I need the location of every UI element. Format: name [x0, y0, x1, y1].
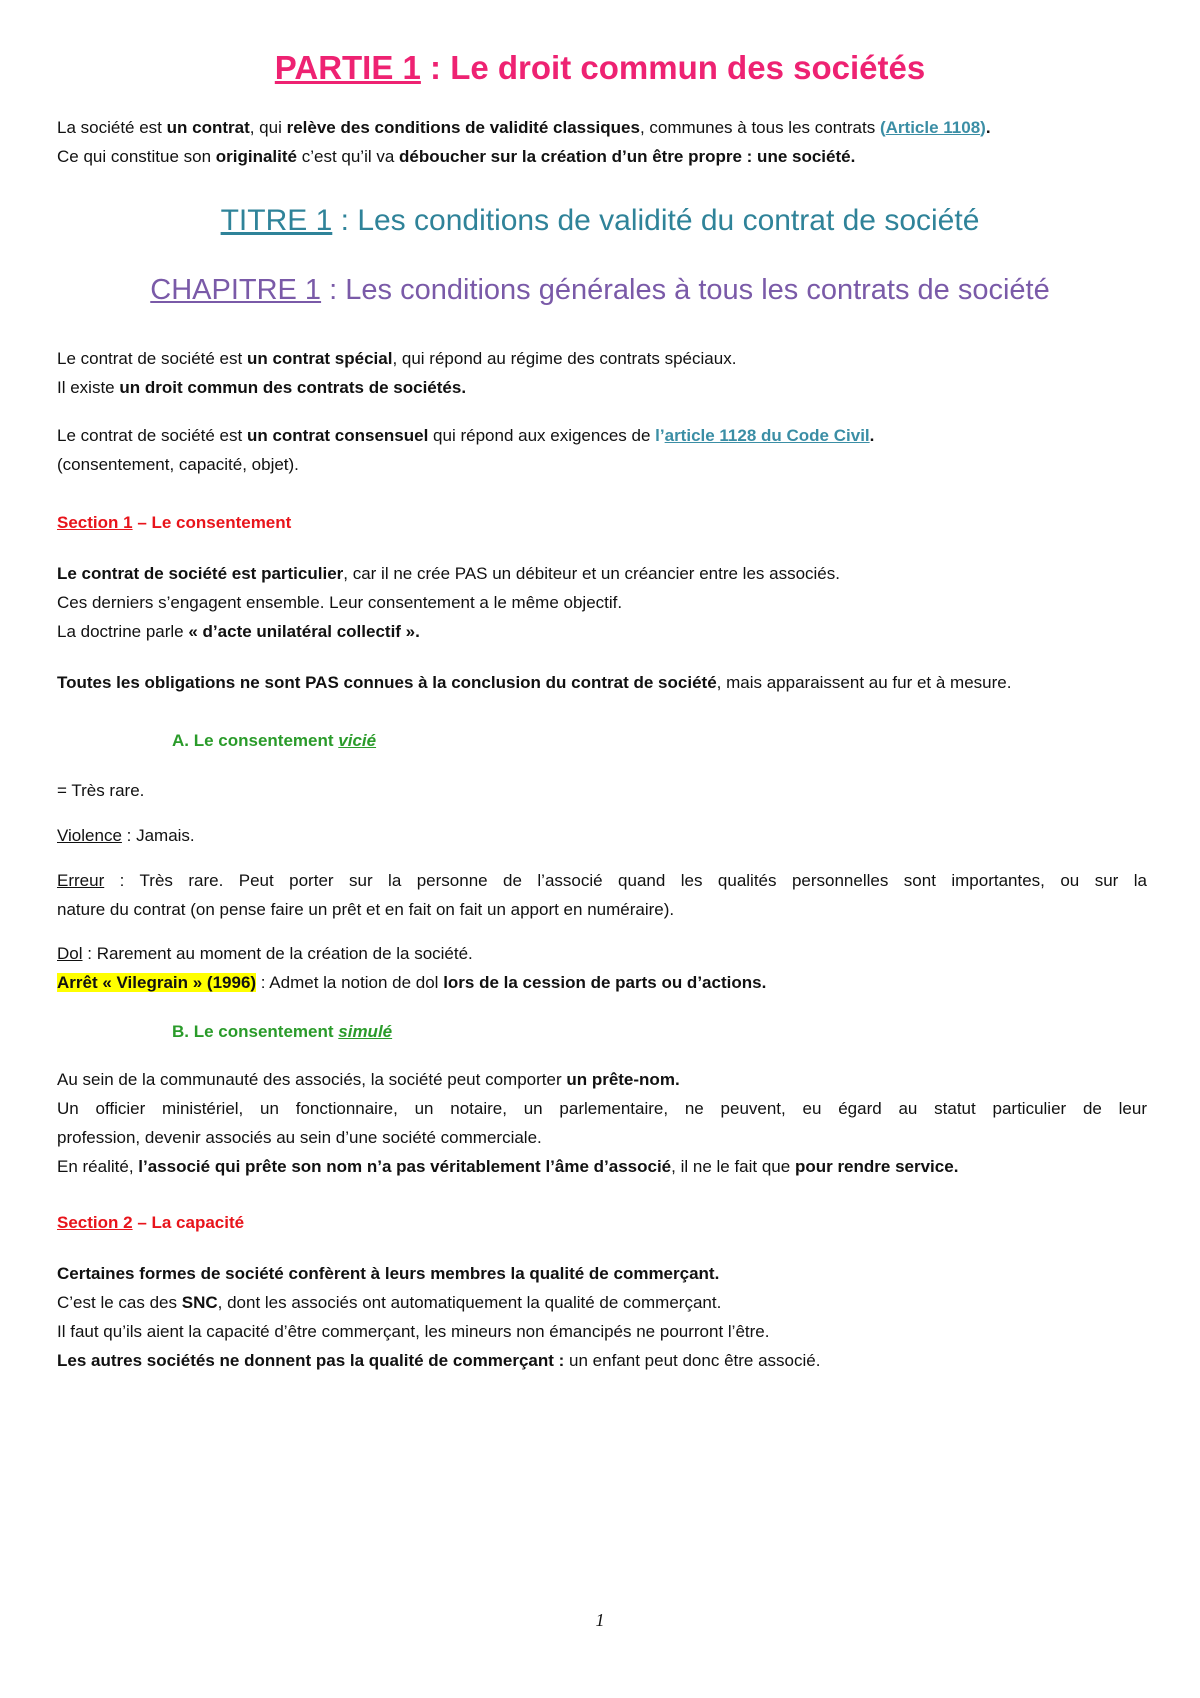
- b-line-2: Un officier ministériel, un fonctionnaire, un notaire, un parlementaire, ne peuvent, eu égard au statut particulier de leur: [57, 1099, 1147, 1118]
- titre-label: TITRE 1: [220, 204, 333, 237]
- section-1-heading: Section 1 – Le consentement: [57, 513, 292, 532]
- s1-line-2: Ces derniers s’engagent ensemble. Leur consentement a le même objectif.: [57, 593, 623, 612]
- erreur-line-2: nature du contrat (on pense faire un prêt et en fait on fait un apport en numéraire).: [57, 900, 675, 919]
- section-2-heading: Section 2 – La capacité: [57, 1213, 245, 1232]
- erreur-line-1: Erreur : Très rare. Peut porter sur la personne de l’associé quand les qualités personnelles sont importantes, ou sur la: [57, 871, 1147, 890]
- titre-heading: TITRE 1 : Les conditions de validité du contrat de société: [220, 204, 980, 237]
- s2-line-1: Certaines formes de société confèrent à leurs membres la qualité de commerçant.: [57, 1264, 720, 1283]
- chapitre-heading: CHAPITRE 1 : Les conditions générales à tous les contrats de société: [150, 274, 1050, 306]
- s2-line-2: C’est le cas des SNC, dont les associés ont automatiquement la qualité de commerçant.: [57, 1293, 722, 1312]
- arret-vilegrain-highlight: Arrêt « Vilegrain » (1996): [57, 973, 257, 992]
- s2-line-4: Les autres sociétés ne donnent pas la qualité de commerçant : un enfant peut donc être associé.: [57, 1351, 821, 1370]
- titre-title: Les conditions de validité du contrat de société: [357, 204, 980, 237]
- chapitre-label: CHAPITRE 1: [150, 274, 322, 306]
- b-line-4: En réalité, l’associé qui prête son nom n’a pas véritablement l’âme d’associé, il ne le fait que pour rendre service.: [57, 1157, 959, 1176]
- subsection-a-heading: A. Le consentement vicié: [172, 731, 377, 750]
- p2-line-2: (consentement, capacité, objet).: [57, 455, 299, 474]
- tres-rare: = Très rare.: [57, 781, 145, 800]
- intro-line-2: Ce qui constitue son originalité c’est qu’il va déboucher sur la création d’un être propre : une société.: [57, 147, 856, 166]
- article-1108-link[interactable]: Article 1108: [885, 118, 981, 137]
- p1-line-1: Le contrat de société est un contrat spécial, qui répond au régime des contrats spéciaux.: [57, 349, 737, 368]
- partie-label: PARTIE 1: [274, 49, 421, 86]
- arret-line: Arrêt « Vilegrain » (1996) : Admet la notion de dol lors de la cession de parts ou d’actions.: [57, 973, 767, 992]
- partie-heading: PARTIE 1 : Le droit commun des sociétés: [274, 49, 926, 86]
- p2-line-1: Le contrat de société est un contrat consensuel qui répond aux exigences de l’article 1128 du Code Civil.: [57, 426, 875, 445]
- s1-line-4: Toutes les obligations ne sont PAS connues à la conclusion du contrat de société, mais apparaissent au fur et à mesure.: [57, 673, 1012, 692]
- b-line-1: Au sein de la communauté des associés, la société peut comporter un prête-nom.: [57, 1070, 680, 1089]
- dol-line: Dol : Rarement au moment de la création de la société.: [57, 944, 473, 963]
- s2-line-3: Il faut qu’ils aient la capacité d’être commerçant, les mineurs non émancipés ne pourront l’être.: [57, 1322, 770, 1341]
- partie-title: Le droit commun des sociétés: [450, 49, 926, 86]
- s1-line-3: La doctrine parle « d’acte unilatéral collectif ».: [57, 622, 420, 641]
- article-1128-link[interactable]: article 1128 du Code Civil: [664, 426, 870, 445]
- page-number: 1: [595, 1610, 605, 1630]
- subsection-b-heading: B. Le consentement simulé: [172, 1022, 393, 1041]
- violence-line: Violence : Jamais.: [57, 826, 195, 845]
- s1-line-1: Le contrat de société est particulier, car il ne crée PAS un débiteur et un créancier entre les associés.: [57, 564, 840, 583]
- p1-line-2: Il existe un droit commun des contrats de sociétés.: [57, 378, 467, 397]
- b-line-3: profession, devenir associés au sein d’une société commerciale.: [57, 1128, 542, 1147]
- intro-line-1: La société est un contrat, qui relève des conditions de validité classiques, communes à tous les contrats (Article 1108).: [57, 118, 991, 137]
- chapitre-title: Les conditions générales à tous les contrats de société: [345, 274, 1050, 306]
